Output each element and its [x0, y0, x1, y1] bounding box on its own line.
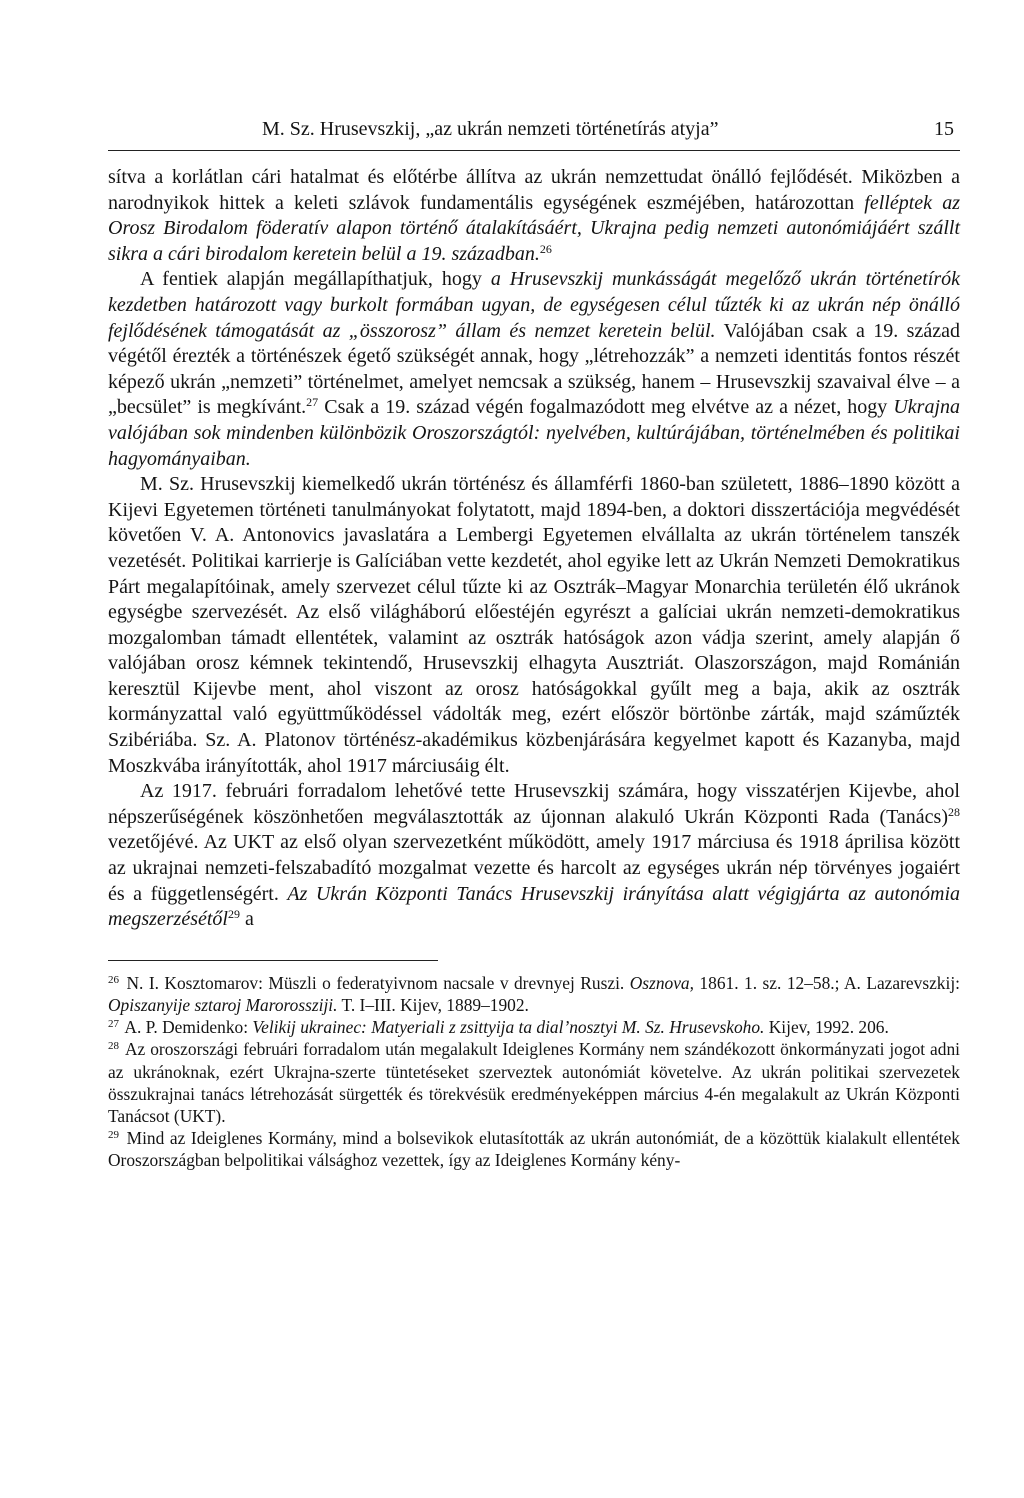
paragraph-4-emphasis: Az Ukrán Központi Tanács Hrusevszkij irányítása alatt végigjárta az autonómia megszerzésétől [108, 882, 961, 931]
page-number: 15 [934, 118, 954, 140]
footnote-text: T. I–III. Kijev, 1889–1902. [337, 995, 529, 1016]
running-title: M. Sz. Hrusevszkij, „az ukrán nemzeti történetírás atyja” [262, 118, 719, 140]
paragraph-2-emphasis-a: a Hrusevszkij munkásságát megelőző ukrán történetírók kezdetben határozott vagy burkolt formában ugyan, de egységesen célul tűzték ki az ukrán nép önálló fejlődésének támogatását az „összorosz” állam és nemzet keretein belül. [108, 268, 960, 342]
document-page [108, 112, 960, 1172]
paragraph-1-text: sítva a korlátlan cári hatalmat és előtérbe állítva az ukrán nemzettudat önálló fejlődését. Miközben a narodnyikok hittek a keleti szlávok fundamentális egységének eszméjében, határozottan [108, 166, 960, 214]
paragraph-4-text-c: a [239, 908, 254, 931]
footnote-title: Velikij ukrainec: Matyeriali z zsittyija ta dial’nosztyi M. Sz. Hrusevskoho. [252, 1017, 765, 1038]
footnote-text: Kijev, 1992. 206. [764, 1017, 889, 1038]
footnote-26 [108, 972, 960, 1016]
footnote-number: 27 [108, 1018, 119, 1031]
paragraph-2-emphasis-b: Ukrajna valójában sok mindenben különbözik Oroszországtól: nyelvében, kultúrájában, történelmében és politikai hagyományaiban. [108, 396, 961, 470]
footnote-29 [108, 1127, 960, 1171]
footnote-title: Opiszanyije sztaroj Marorossziji. [108, 995, 338, 1016]
paragraph-4 [108, 779, 960, 933]
paragraph-2-text-a: A fentiek alapján megállapíthatjuk, hogy [140, 268, 491, 291]
paragraph-3-text: M. Sz. Hrusevszkij kiemelkedő ukrán történész és államférfi 1860-ban született, 1886–1890 között a Kijevi Egyetemen történeti tanulmányokat folytatott, majd 1894-ben, a doktori disszertációja megvédését követően V. A. Antonovics javaslatára a Lembergi Egyetemen elvállalta az ukrán történelem tanszék vezetését. Politikai karrierje is Galíciában vette kezdetét, ahol egyike lett az Ukrán Nemzeti Demokratikus Párt megalapítóinak, amely szervezet célul tűzte ki az Osztrák–Magyar Monarchia területén élő ukránok egységbe szervezését. Az első világháború előestéjén egyrészt a galíciai ukrán nemzeti-demokratikus mozgalomban támadt ellentétek, valamint az osztrák hatóságok azon vádja szerint, amely alapján ő valójában orosz kémnek tekintendő, Hrusevszkij elhagyta Ausztriát. Olaszországon, majd Románián keresztül Kijevbe ment, ahol viszont az orosz hatóságokkal gyűlt meg a baja, akik az osztrák kormányzattal való együttműködéssel vádolták meg, ezért először börtönbe zárták, majd száműzték Szibériába. Sz. A. Platonov történész-akadémikus közbenjárására kegyelmet kapott és Kazanyba, majd Moszkvába irányították, ahol 1917 márciusáig élt. [108, 473, 960, 777]
footnote-text: A. P. Demidenko: [121, 1017, 253, 1038]
footnotes [108, 972, 960, 1172]
footnote-number: 28 [108, 1040, 119, 1053]
footnote-text: 1861. 1. sz. 12–58.; A. Lazarevszkij: [693, 972, 960, 993]
footnote-number: 26 [108, 973, 119, 986]
footnote-text: Az oroszországi februári forradalom után megalakult Ideiglenes Kormány nem szándékozott önkormányzati jogot adni az ukránoknak, ezért Ukrajna-szerte tüntetéseket szerveztek autonómiát követelve. Az ukrán politikai szervezetek összukrajnai tanács létrehozását sürgették és törekvésük eredményeképpen március 4-én megalakult az Ukrán Központi Tanácsot (UKT). [108, 1039, 960, 1127]
paragraph-4-text-a: Az 1917. februári forradalom lehetővé tette Hrusevszkij számára, hogy visszatérjen Kijevbe, ahol népszerűségének köszönhetően megválasztották az újonnan alakuló Ukrán Központi Rada (Tanács) [108, 780, 960, 828]
footnote-text: N. I. Kosztomarov: Müszli o federatyivnom nacsale v drevnyej Ruszi. [121, 972, 630, 993]
footnote-ref-28[interactable]: 28 [948, 804, 960, 819]
footnote-27 [108, 1016, 960, 1038]
paragraph-2-text-b: Valójában csak a 19. század végétől érezték a történészek égető szükségét annak, hogy „létrehozzák” a nemzeti identitás fontos részét képező ukrán „nemzeti” történelmet, amelyet nemcsak a szükség, hanem – Hrusevszkij szavaival élve – a „becsület” is megkívánt. [108, 319, 960, 419]
footnote-ref-26[interactable]: 26 [539, 241, 552, 256]
paragraph-1 [108, 165, 960, 267]
paragraph-2 [108, 267, 960, 472]
body-text [108, 165, 960, 933]
footnote-ref-27[interactable]: 27 [306, 395, 319, 410]
paragraph-3 [108, 472, 960, 779]
footnote-text: Mind az Ideiglenes Kormány, mind a bolsevikok elutasították az ukrán autonómiát, de a közöttük kialakult ellentétek Oroszországban belpolitikai válsághoz vezettek, így az Ideiglenes Kormány kény- [108, 1128, 960, 1171]
footnote-title: Osznova, [629, 972, 694, 993]
footnote-number: 29 [108, 1129, 119, 1142]
paragraph-2-text-c: Csak a 19. század végén fogalmazódott meg elvétve az a nézet, hogy [318, 396, 894, 419]
footnote-divider [108, 960, 438, 961]
running-header [108, 112, 960, 151]
paragraph-1-emphasis: felléptek az Orosz Birodalom föderatív alapon történő átalakításáért, Ukrajna pedig nemzeti autonómiájáért szállt sikra a cári birodalom keretein belül a 19. században. [108, 191, 960, 265]
footnote-28 [108, 1038, 960, 1127]
paragraph-4-text-b: vezetőjévé. Az UKT az első olyan szervezetként működött, amely 1917 márciusa és 1918 áprilisa között az ukrajnai nemzeti-felszabadító mozgalmat vezette és harcolt az egységes ukrán nép törvényes jogaiért és a függetlenségért. [108, 831, 960, 905]
footnote-ref-29[interactable]: 29 [227, 907, 240, 922]
